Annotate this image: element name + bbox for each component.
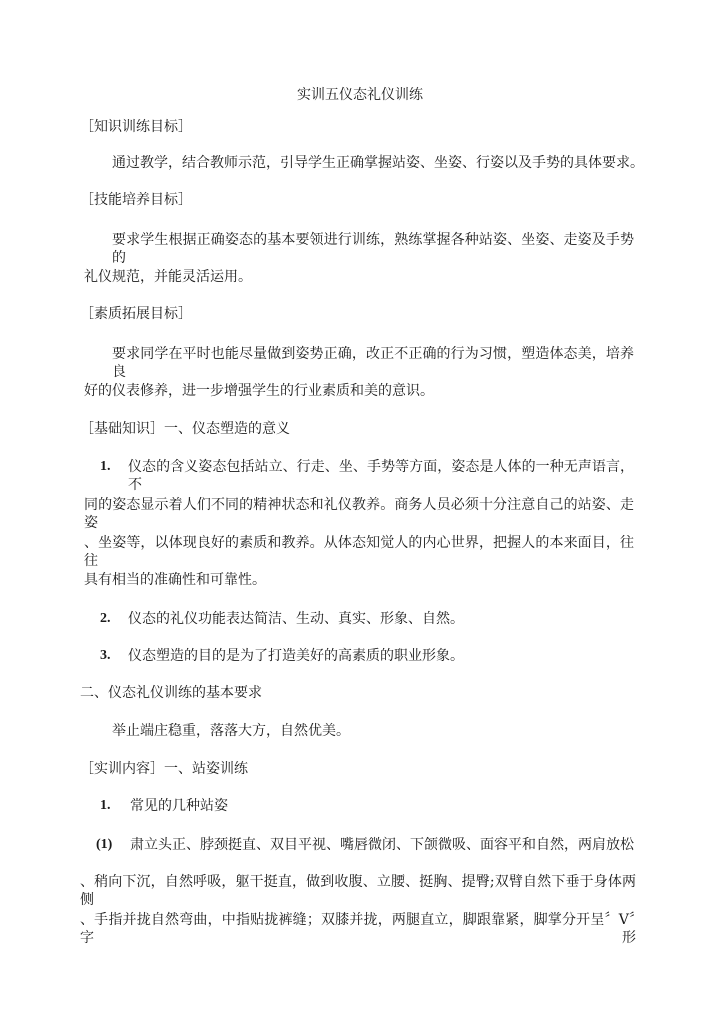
basic-knowledge-heading: ［基础知识］一、仪态塑造的意义 (80, 421, 290, 437)
sub-number: (1) (96, 837, 113, 852)
list-number: 1. (100, 459, 111, 474)
quality-text-line: 要求同学在平时也能尽量做到姿势正确，改正不正确的行为习惯，塑造体态美，培养良 (112, 346, 634, 380)
document-title: 实训五仪态礼仪训练 (297, 87, 423, 103)
skill-heading: ［技能培养目标］ (80, 192, 192, 208)
list-text: 常见的几种站姿 (130, 798, 228, 814)
list-text: 仪态塑造的目的是为了打造美好的高素质的职业形象。 (128, 648, 464, 664)
training-heading: ［实训内容］一、站姿训练 (80, 761, 248, 777)
list-text: 仪态的含义姿态包括站立、行走、坐、手势等方面，姿态是人体的一种无声语言，不 (128, 459, 634, 493)
list-text-line: 同的姿态显示着人们不同的精神状态和礼仪教养。商务人员必须十分注意自己的站姿、走姿 (84, 497, 634, 531)
section-2-text: 举止端庄稳重，落落大方，自然优美。 (112, 723, 350, 739)
quality-text-line: 好的仪表修养，进一步增强学生的行业素质和美的意识。 (84, 383, 434, 399)
knowledge-heading: ［知识训练目标］ (80, 119, 192, 135)
quality-heading: ［素质拓展目标］ (80, 306, 192, 322)
skill-text-line: 要求学生根据正确姿态的基本要领进行训练，熟练掌握各种站姿、坐姿、走姿及手势的 (112, 232, 634, 266)
list-text-line: 、坐姿等，以体现良好的素质和教养。从体态知觉人的内心世界，把握人的本来面目，往往 (84, 535, 634, 569)
sub-text-line: 、手指并拢自然弯曲，中指贴拢裤缝；双膝并拢，两腿直立，脚跟靠紧，脚掌分开呈〞V〞字形 (80, 912, 636, 946)
list-number: 2. (100, 611, 111, 626)
list-number: 1. (100, 798, 111, 813)
knowledge-text: 通过教学，结合教师示范，引导学生正确掌握站姿、坐姿、行姿以及手势的具体要求。 (112, 155, 644, 171)
sub-text: 肃立头正、脖颈挺直、双目平视、嘴唇微闭、下颌微吸、面容平和自然，两肩放松 (130, 837, 634, 853)
list-number: 3. (100, 648, 111, 663)
list-text-line: 具有相当的准确性和可靠性。 (84, 572, 266, 588)
section-2-heading: 二、仪态礼仪训练的基本要求 (80, 685, 262, 701)
list-text: 仪态的礼仪功能表达简洁、生动、真实、形象、自然。 (128, 611, 464, 627)
sub-text-line: 、稍向下沉，自然呼吸，躯干挺直，做到收腹、立腰、挺胸、提臀;双臂自然下垂于身体两侧 (80, 874, 636, 908)
skill-text-line: 礼仪规范，并能灵活运用。 (84, 269, 252, 285)
